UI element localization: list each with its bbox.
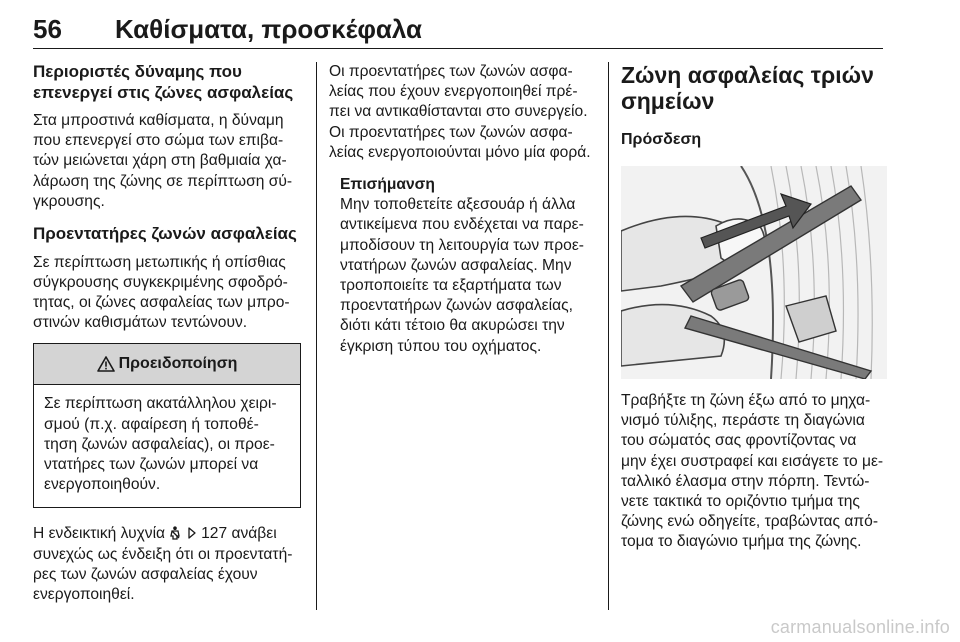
page-number: 56 — [33, 14, 62, 44]
column-divider — [608, 62, 609, 610]
notice-block: Επισήμανση Μην τοποθετείτε αξεσουάρ ή άλλα αντικείμενα που ενδέχεται να παρε‐ μποδίσουν τη λειτουργία των προε‐ ντατήρων ζωνών ασφαλείας. Μην τροποποιείτε τα εξαρτήματα των προεντατήρων ζωνών ασφαλείας, διότι κάτι τέτοιο θα ακυρώσει την έγκριση τύπου του οχήματος. — [340, 175, 597, 357]
notice-title: Επισήμανση — [340, 176, 435, 194]
warning-triangle-icon — [97, 356, 115, 372]
column-right — [621, 62, 887, 553]
column-middle — [329, 62, 597, 357]
seatbelt-illustration — [621, 166, 887, 379]
page-reference[interactable]: 127 — [201, 525, 228, 543]
section-heading-pretensioners: Προεντατήρες ζωνών ασφαλείας — [33, 224, 297, 244]
paragraph-pretensioners: Σε περίπτωση μετωπικής ή οπίσθιας σύγκρουσης συγκεκριμένης σφοδρό‐ τητας, οι ζώνες ασφαλείας των μπρο‐ στινών καθισμάτων τεντώνουν. — [33, 253, 290, 332]
watermark: carmanualsonline.info — [770, 617, 950, 637]
paragraph-pretensioner-replacement: Οι προεντατήρες των ζωνών ασφα‐ λείας που έχουν ενεργοποιηθεί πρέ‐ πει να αντικαθίστανται στο συνεργείο. Οι προεντατήρες των ζωνών ασφα‐ λείας ενεργοποιούνται μόνο μία φορά. — [329, 63, 591, 161]
page-reference-icon — [187, 527, 197, 539]
subheading-fastening: Πρόσδεση — [621, 131, 702, 148]
warning-header — [34, 344, 300, 385]
column-divider — [316, 62, 317, 610]
paragraph-force-limiters: Στα μπροστινά καθίσματα, η δύναμη που επενεργεί στο σώμα των επιβα‐ τών μειώνεται χάρη στη βαθμιαία χα‐ λάρωση της ζώνης σε περίπτωση σύ‐ γκρουσης. — [33, 112, 293, 210]
page-header — [33, 6, 883, 49]
section-heading-three-point-belt: Ζώνη ασφαλείας τριών σημείων — [621, 62, 874, 114]
warning-box — [33, 343, 301, 508]
paragraph-indicator-lamp: Η ενδεικτική λυχνία 127 ανάβει συνεχώς ως ένδειξη ότι οι προεντατή‐ ρες των ζωνών ασφαλείας έχουν ενεργοποιηθεί. — [33, 525, 293, 603]
chapter-title: Καθίσματα, προσκέφαλα — [115, 14, 423, 44]
paragraph-fastening: Τραβήξτε τη ζώνη έξω από το μηχα‐ νισμό τύλιξης, περάστε τη διαγώνια του σώματός σας φροντίζοντας να μην έχει συστραφεί και εισάγετε το με‐ ταλλικό έλασμα στην πόρπη. Τεντώ‐ νετε τακτικά το οριζόντιο τμήμα της ζώνης ενώ οδηγείτε, τραβώντας από‐ τομα το διαγώνιο τμήμα της ζώνης. — [621, 392, 884, 551]
warning-title: Προειδοποίηση — [118, 355, 238, 373]
seatbelt-warning-lamp-icon — [169, 526, 182, 540]
section-heading-force-limiters: Περιοριστές δύναμης που επενεργεί στις ζώνες ασφαλείας — [33, 62, 294, 102]
warning-text: Σε περίπτωση ακατάλληλου χειρι‐ σμού (π.χ. αφαίρεση ή τοποθέ‐ τηση ζωνών ασφαλείας), οι προε‐ ντατήρες των ζωνών μπορεί να ενεργοποιηθούν. — [44, 395, 277, 494]
column-left — [33, 62, 301, 605]
